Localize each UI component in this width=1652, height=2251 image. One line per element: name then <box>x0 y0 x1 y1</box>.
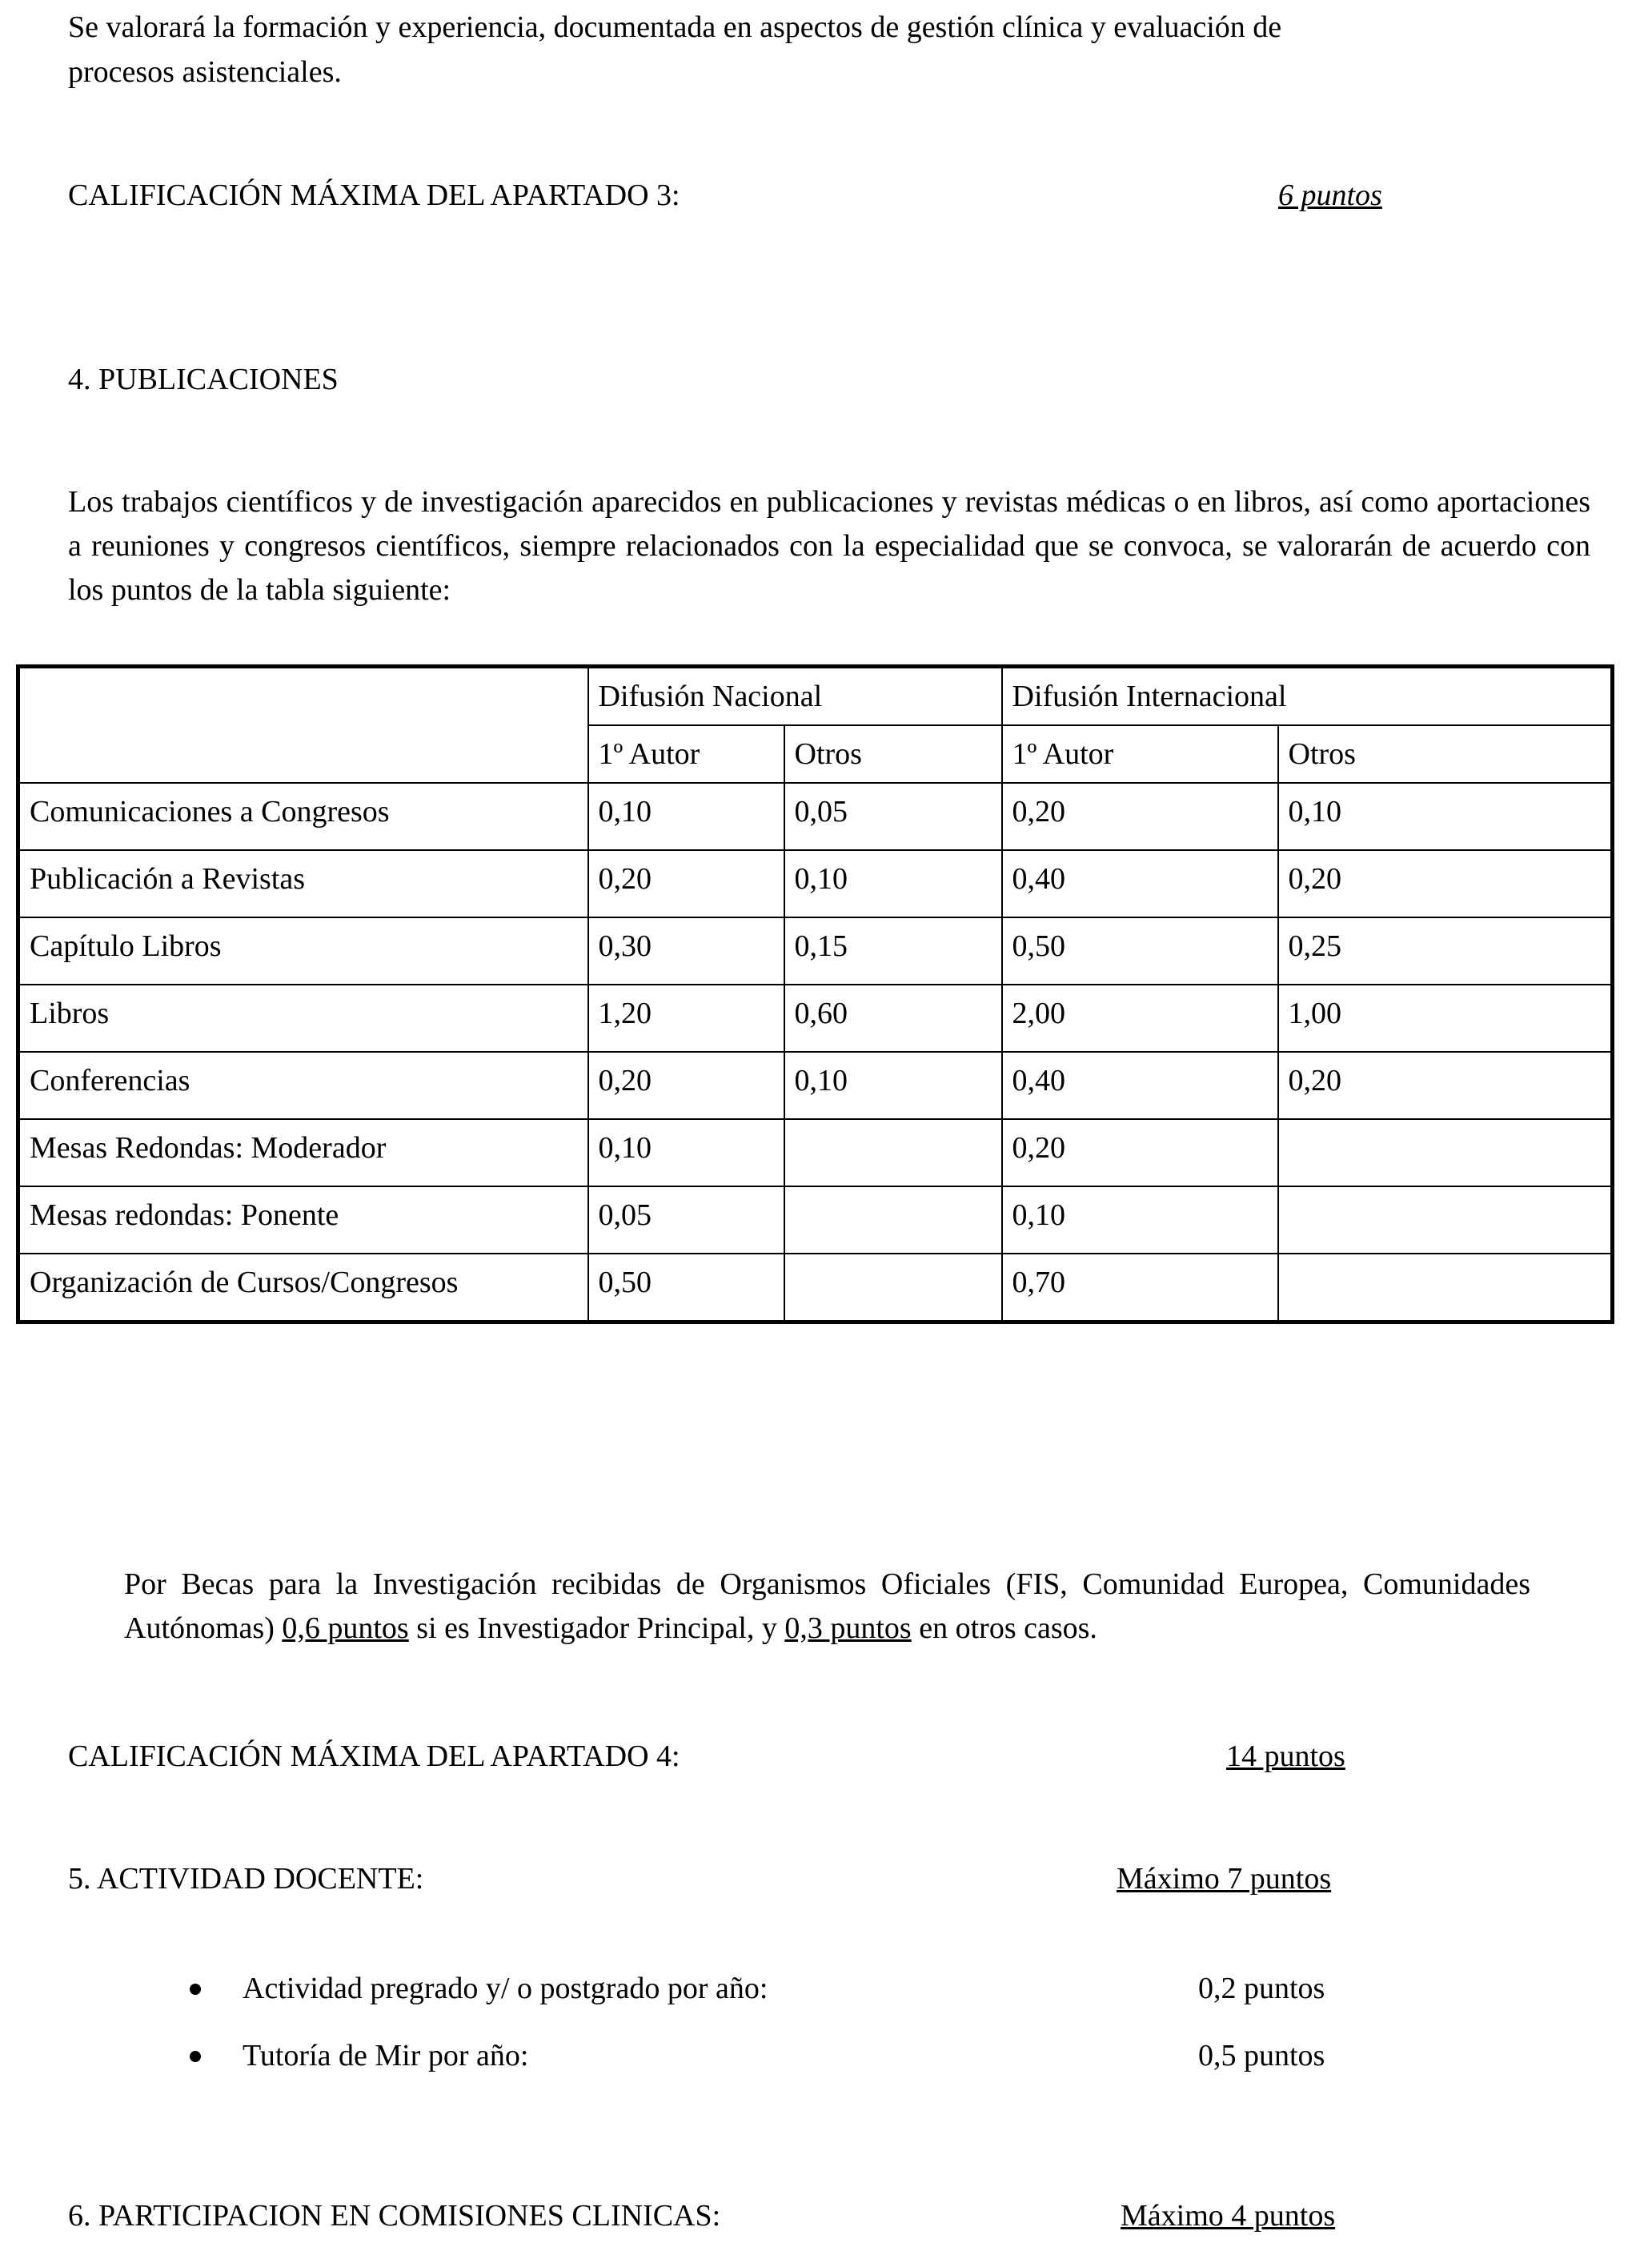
bullet-icon <box>190 1984 201 1995</box>
sub-header-nat-others: Otros <box>784 725 1002 783</box>
docente-item-label: Tutoría de Mir por año: <box>243 2039 529 2072</box>
row-value: 0,05 <box>588 1186 784 1254</box>
row-value: 0,25 <box>1278 917 1613 985</box>
table-row <box>18 985 1613 1052</box>
table-row <box>18 1186 1613 1254</box>
publications-table-head <box>18 667 1613 784</box>
row-value: 0,40 <box>1002 1052 1278 1119</box>
docente-item-tutoria <box>0 2038 1652 2086</box>
docente-item-pregrado <box>0 1971 1652 2019</box>
becas-paragraph <box>124 1563 1530 1651</box>
section4-heading-line <box>0 362 1652 402</box>
row-value: 0,15 <box>784 917 1002 985</box>
row-value: 2,00 <box>1002 985 1278 1052</box>
row-value: 0,10 <box>588 1119 784 1186</box>
row-value: 0,50 <box>1002 917 1278 985</box>
table-row <box>18 917 1613 985</box>
becas-text-1: Por Becas para la Investigación recibidas de Organismos Oficiales (FIS, Comunidad Europea, Comunidades Autónomas) <box>124 1567 1530 1645</box>
group-header-international: Difusión Internacional <box>1002 667 1613 726</box>
section4-heading: 4. PUBLICACIONES <box>68 363 339 396</box>
row-value: 0,70 <box>1002 1254 1278 1322</box>
row-value: 0,20 <box>1278 1052 1613 1119</box>
row-label: Conferencias <box>18 1052 588 1119</box>
row-value: 0,50 <box>588 1254 784 1322</box>
row-value <box>1278 1119 1613 1186</box>
section4-max-label: CALIFICACIÓN MÁXIMA DEL APARTADO 4: <box>68 1739 680 1773</box>
row-value: 1,20 <box>588 985 784 1052</box>
section6-max-value: Máximo 4 puntos <box>1121 2199 1336 2233</box>
group-header-national: Difusión Nacional <box>588 667 1002 726</box>
section6-heading-line <box>0 2198 1652 2238</box>
table-row <box>18 783 1613 850</box>
row-value: 0,60 <box>784 985 1002 1052</box>
row-value: 0,10 <box>1002 1186 1278 1254</box>
table-row <box>18 1119 1613 1186</box>
row-value <box>784 1119 1002 1186</box>
table-row <box>18 1254 1613 1322</box>
intro-paragraph: Se valorará la formación y experiencia, documentada en aspectos de gestión clínica y evaluación de procesos asistenciales. <box>68 10 1282 89</box>
section5-heading-line <box>0 1861 1652 1901</box>
row-label: Mesas Redondas: Moderador <box>18 1119 588 1186</box>
docente-item-value: 0,5 puntos <box>1198 2039 1325 2072</box>
becas-text-2: si es Investigador Principal, y <box>408 1611 785 1645</box>
bullet-icon <box>190 2051 201 2062</box>
docente-item-label: Actividad pregrado y/ o postgrado por año: <box>243 1972 768 2005</box>
section3-max-value: 6 puntos <box>1278 179 1382 212</box>
row-value: 1,00 <box>1278 985 1613 1052</box>
row-value: 0,05 <box>784 783 1002 850</box>
row-label: Organización de Cursos/Congresos <box>18 1254 588 1322</box>
sub-header-int-others: Otros <box>1278 725 1613 783</box>
sub-header-nat-first-author: 1º Autor <box>588 725 784 783</box>
row-value <box>784 1186 1002 1254</box>
row-label: Publicación a Revistas <box>18 850 588 917</box>
section6-heading: 6. PARTICIPACION EN COMISIONES CLINICAS: <box>68 2199 721 2233</box>
pub-table-body <box>18 783 1613 1322</box>
section4-max-line <box>0 1739 1652 1779</box>
corner-cell <box>18 667 588 784</box>
row-value <box>784 1254 1002 1322</box>
section5-heading: 5. ACTIVIDAD DOCENTE: <box>68 1862 424 1896</box>
row-value: 0,20 <box>1278 850 1613 917</box>
becas-points-principal: 0,6 puntos <box>282 1611 409 1645</box>
table-row <box>18 1052 1613 1119</box>
section3-max-line <box>0 178 1652 218</box>
row-value: 0,20 <box>588 850 784 917</box>
section3-max-label: CALIFICACIÓN MÁXIMA DEL APARTADO 3: <box>68 179 680 212</box>
row-value: 0,40 <box>1002 850 1278 917</box>
becas-text-3: en otros casos. <box>911 1611 1097 1645</box>
row-label: Capítulo Libros <box>18 917 588 985</box>
table-group-header-row <box>18 667 1613 726</box>
docente-item-value: 0,2 puntos <box>1198 1972 1325 2005</box>
publications-table <box>16 664 1614 1324</box>
row-value: 0,10 <box>784 1052 1002 1119</box>
row-value: 0,10 <box>1278 783 1613 850</box>
row-value: 0,20 <box>588 1052 784 1119</box>
section5-max-value: Máximo 7 puntos <box>1117 1862 1332 1896</box>
row-value: 0,20 <box>1002 783 1278 850</box>
row-value <box>1278 1254 1613 1322</box>
row-value: 0,30 <box>588 917 784 985</box>
row-value: 0,10 <box>784 850 1002 917</box>
row-value <box>1278 1186 1613 1254</box>
row-value: 0,20 <box>1002 1119 1278 1186</box>
sub-header-int-first-author: 1º Autor <box>1002 725 1278 783</box>
row-value: 0,10 <box>588 783 784 850</box>
row-label: Libros <box>18 985 588 1052</box>
table-row <box>18 850 1613 917</box>
row-label: Mesas redondas: Ponente <box>18 1186 588 1254</box>
row-label: Comunicaciones a Congresos <box>18 783 588 850</box>
section4-max-value: 14 puntos <box>1226 1739 1345 1773</box>
becas-points-others: 0,3 puntos <box>784 1611 912 1645</box>
section4-intro-paragraph: Los trabajos científicos y de investigación aparecidos en publicaciones y revistas médicas o en libros, así como aportaciones a reuniones y congresos científicos, siempre relacionados con la especialidad que se convoca, se valorarán de acuerdo con los puntos de la tabla siguiente: <box>68 485 1590 607</box>
